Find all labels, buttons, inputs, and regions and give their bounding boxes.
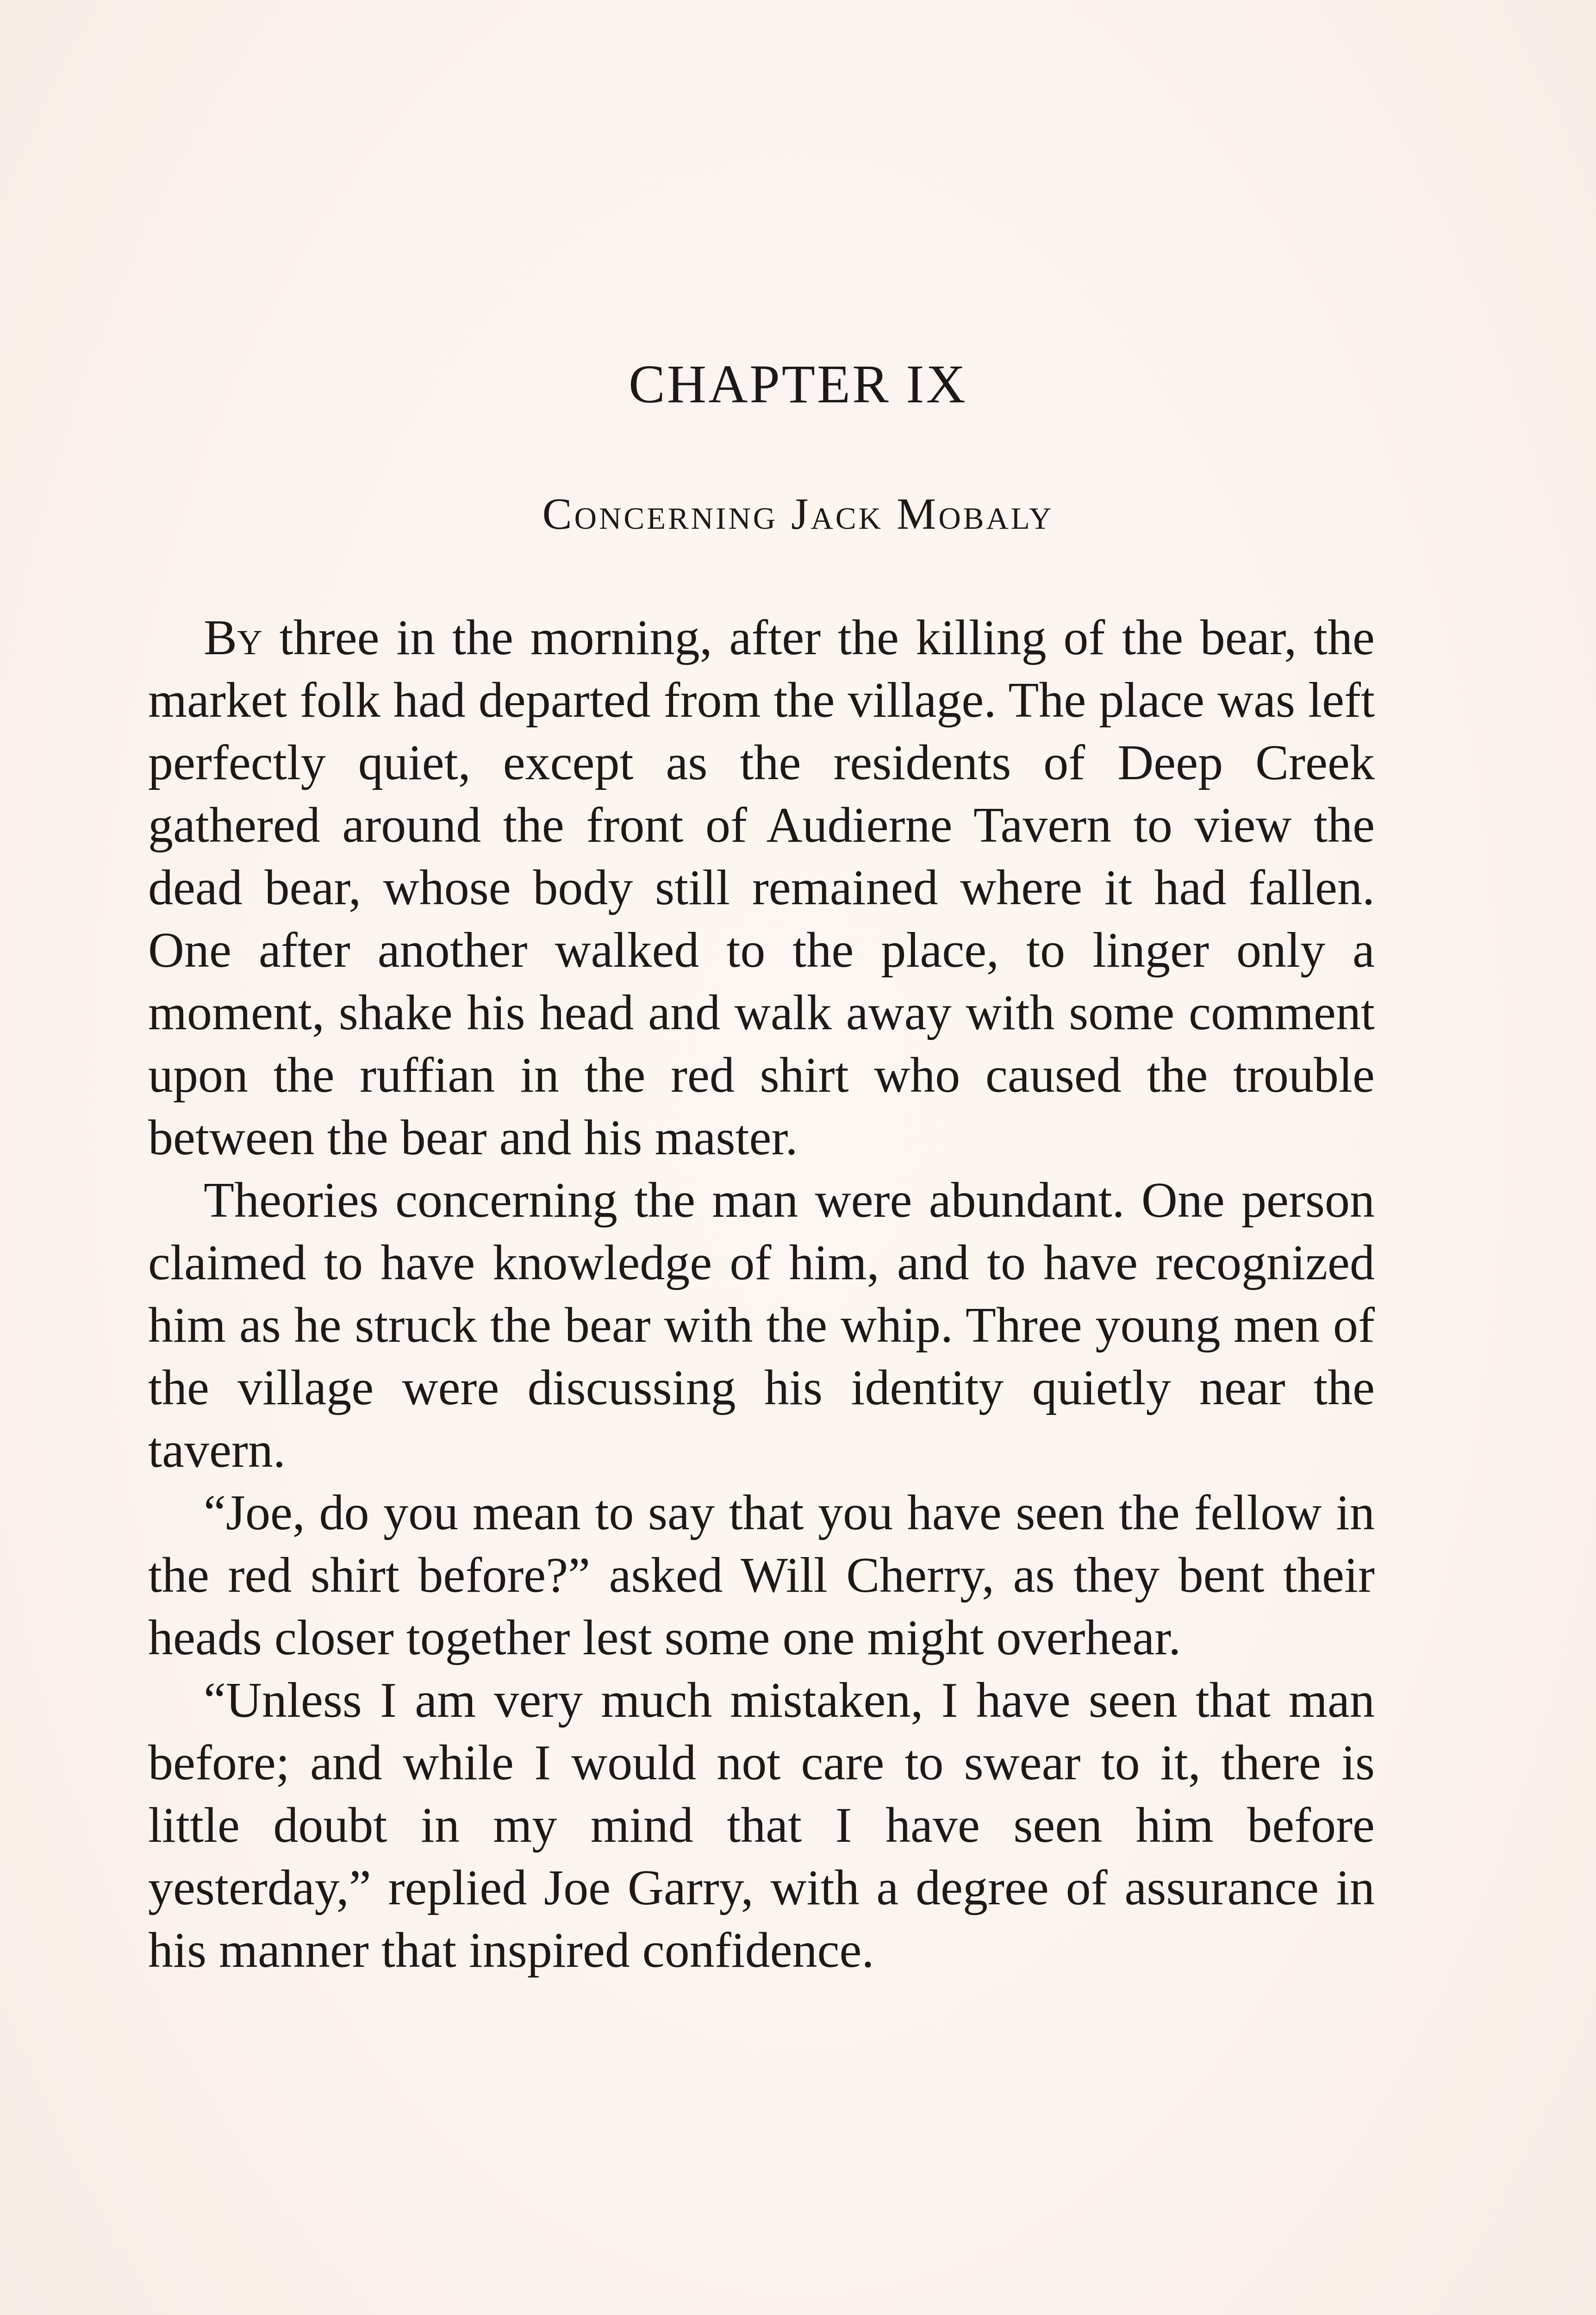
chapter-heading: CHAPTER IX (629, 354, 967, 414)
paragraph-3 (148, 1482, 1375, 1669)
paragraph-3-text: “Joe, do you mean to say that you have seen the fellow in the red shirt before?” asked Will Cherry, as they bent their heads closer together lest some one might overhear. (148, 1485, 1375, 1665)
paragraph-1-lead-word: By (204, 610, 262, 665)
chapter-body (148, 607, 1375, 1982)
paragraph-4 (148, 1669, 1375, 1982)
chapter-subtitle: Concerning Jack Mobaly (542, 489, 1054, 538)
paragraph-4-text: “Unless I am very much mistaken, I have seen that man before; and while I would not care to swear to it, there is little doubt in my mind that I have seen him before yesterday,” replied Joe Garry, with a degree of assurance in his manner that inspired confidence. (148, 1673, 1375, 1978)
paragraph-1-text: three in the morning, after the killing of the bear, the market folk had departed from the village. The place was left perfectly quiet, except as the residents of Deep Creek gathered around the front of Audierne Tavern to view the dead bear, whose body still remained where it had fallen. One after another walked to the place, to linger only a moment, shake his head and walk away with some comment upon the ruffian in the red shirt who caused the trouble between the bear and his master. (148, 610, 1375, 1165)
paragraph-2 (148, 1169, 1375, 1482)
paragraph-2-text: Theories concerning the man were abundant. One person claimed to have knowledge of him, and to have recognized him as he struck the bear with the whip. Three young men of the village were discussing his identity quietly near the tavern. (148, 1173, 1375, 1478)
paragraph-1 (148, 607, 1375, 1169)
